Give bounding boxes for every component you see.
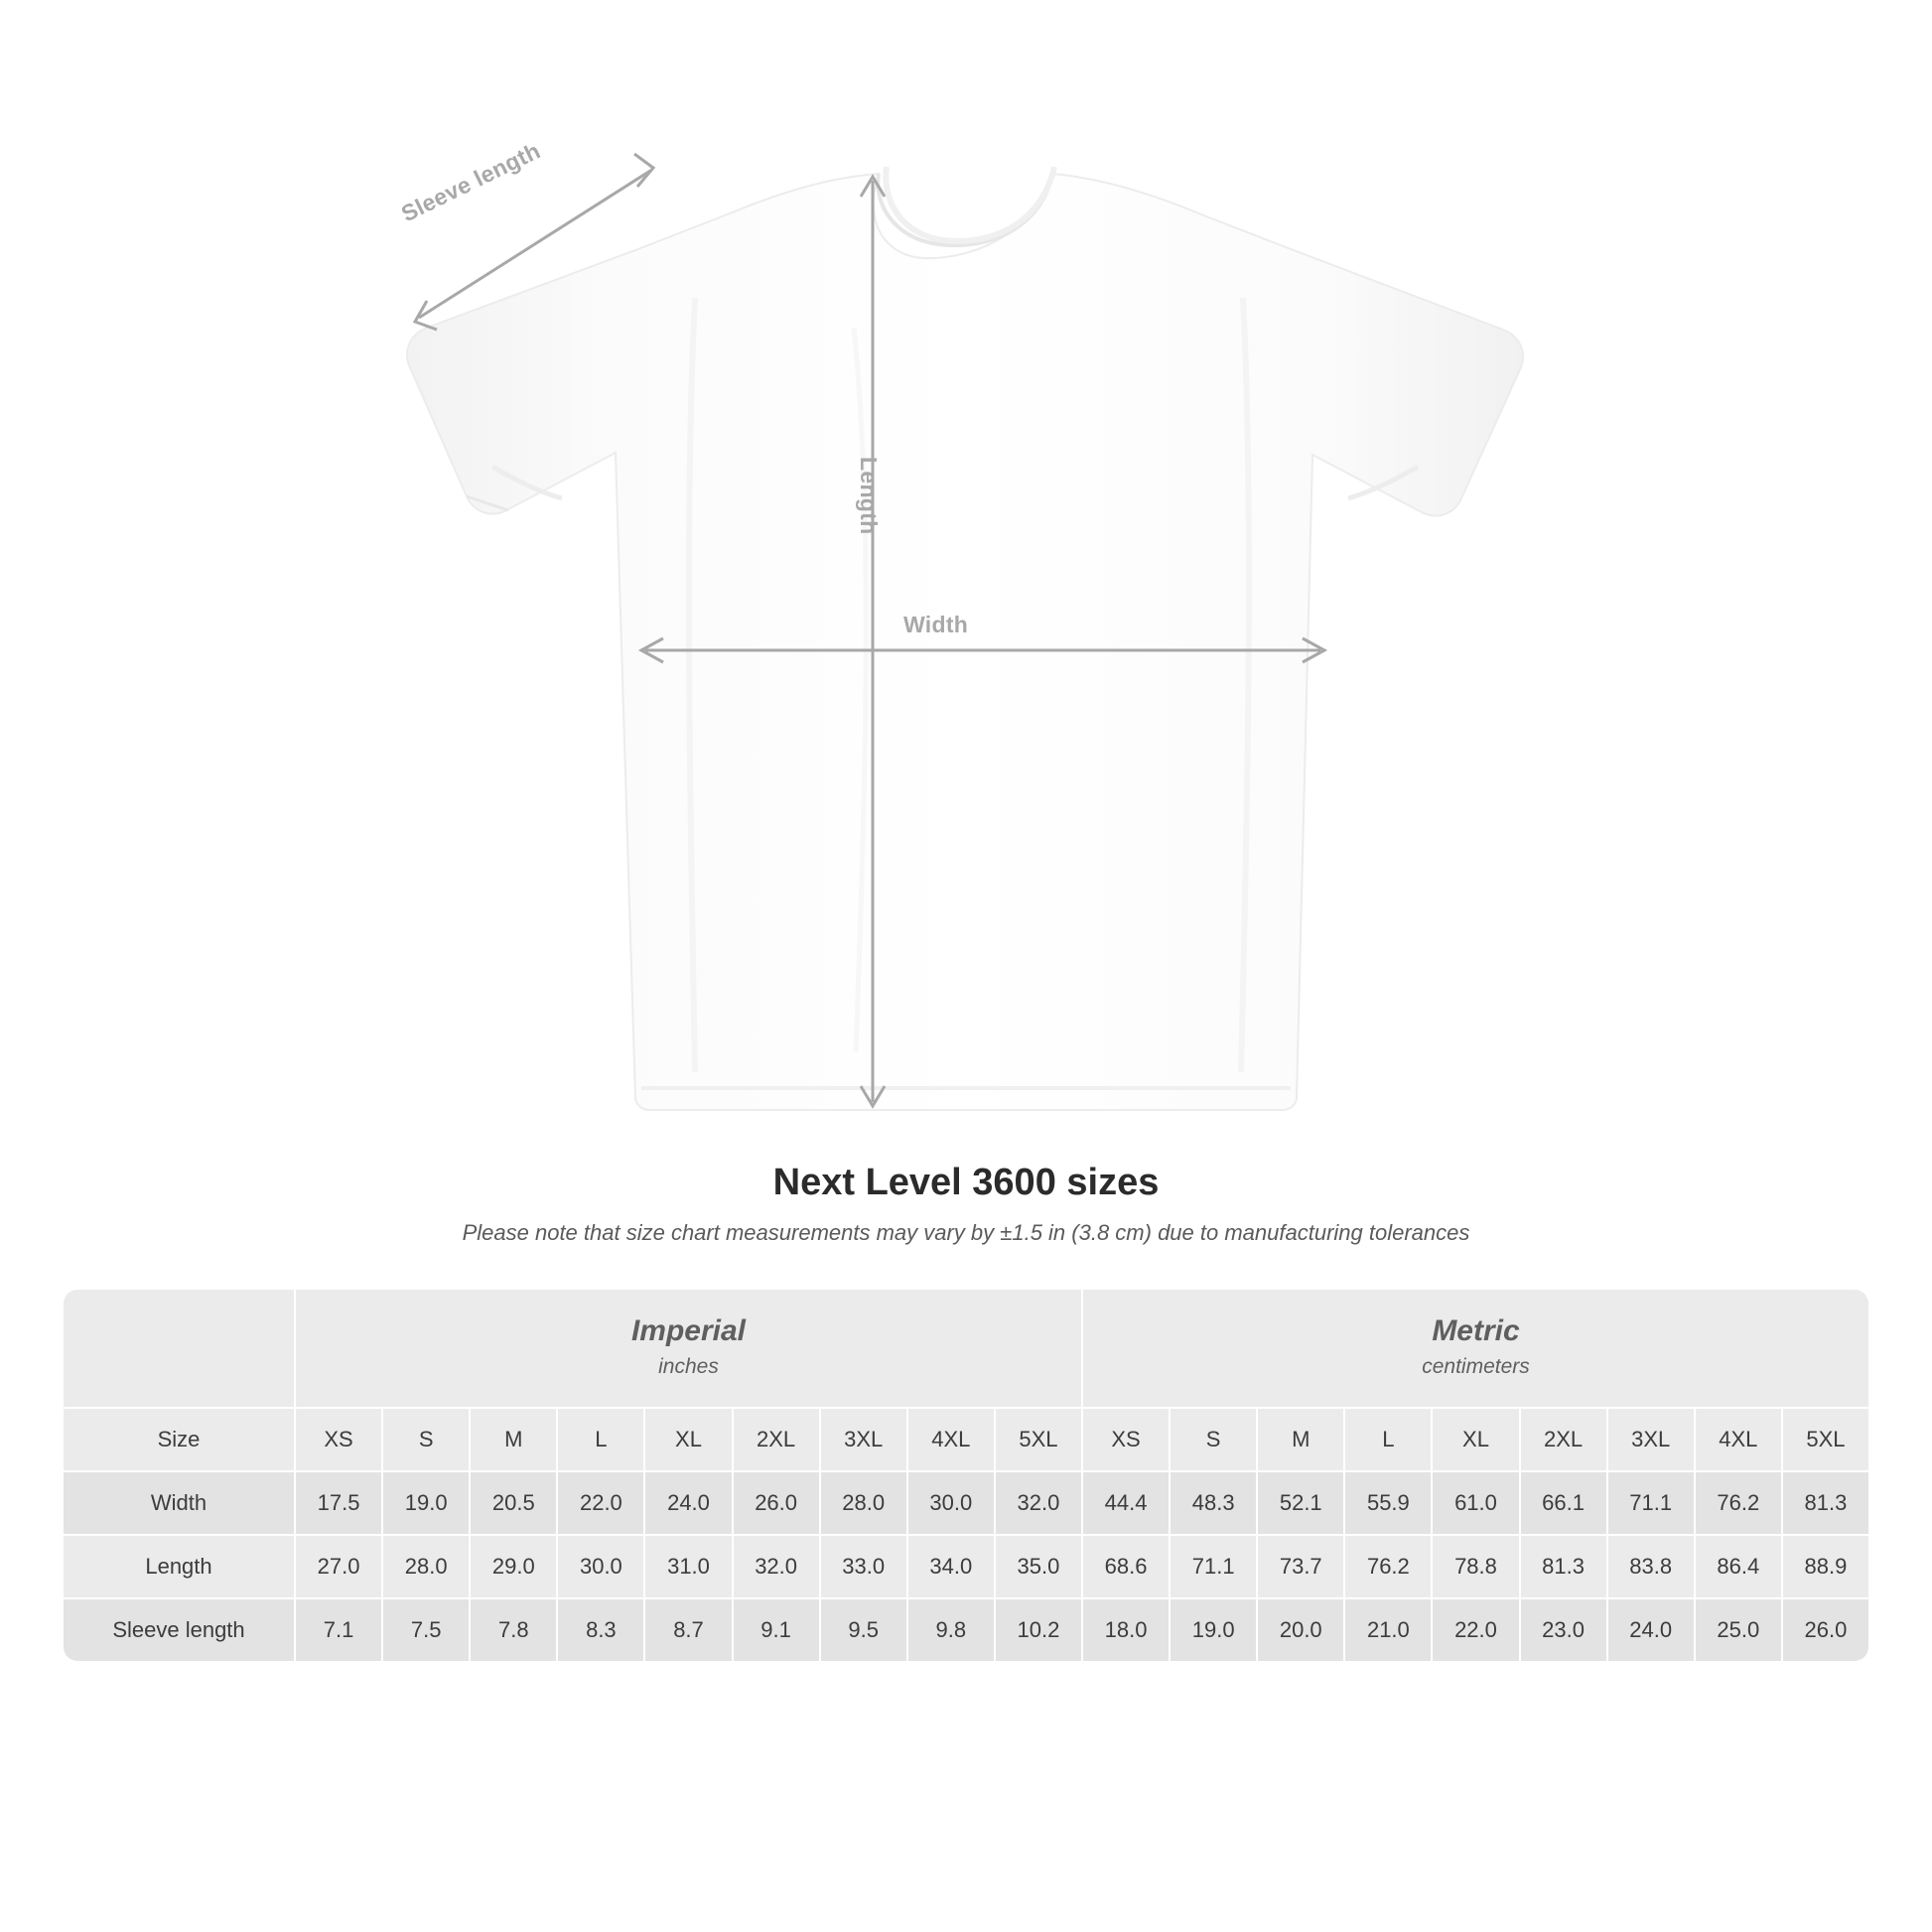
column-header: S <box>1171 1409 1256 1470</box>
cell-width: 81.3 <box>1783 1472 1868 1534</box>
row-label-width: Width <box>64 1472 294 1534</box>
tolerance-note: Please note that size chart measurements may vary by ±1.5 in (3.8 cm) due to manufacturing tolerances <box>462 1220 1470 1245</box>
cell-sleeve-length: 9.5 <box>821 1599 906 1661</box>
column-header: 2XL <box>734 1409 819 1470</box>
cell-sleeve-length: 19.0 <box>1171 1599 1256 1661</box>
size-row-label: Size <box>64 1409 294 1470</box>
cell-width: 28.0 <box>821 1472 906 1534</box>
cell-sleeve-length: 18.0 <box>1083 1599 1169 1661</box>
cell-length: 27.0 <box>296 1536 381 1597</box>
cell-length: 31.0 <box>645 1536 731 1597</box>
cell-length: 68.6 <box>1083 1536 1169 1597</box>
cell-sleeve-length: 9.8 <box>908 1599 994 1661</box>
metric-unit-header <box>1083 1290 1868 1407</box>
cell-length: 32.0 <box>734 1536 819 1597</box>
cell-width: 20.5 <box>471 1472 556 1534</box>
cell-length: 33.0 <box>821 1536 906 1597</box>
column-header: 5XL <box>1783 1409 1868 1470</box>
column-header: XL <box>1433 1409 1518 1470</box>
cell-width: 22.0 <box>558 1472 643 1534</box>
table-corner-cell <box>64 1290 294 1407</box>
cell-sleeve-length: 8.3 <box>558 1599 643 1661</box>
row-label-sleeve-length: Sleeve length <box>64 1599 294 1661</box>
metric-unit-name: Metric <box>1432 1314 1520 1348</box>
column-header: L <box>558 1409 643 1470</box>
cell-sleeve-length: 10.2 <box>996 1599 1081 1661</box>
column-header: XL <box>645 1409 731 1470</box>
column-header: M <box>471 1409 556 1470</box>
cell-length: 28.0 <box>383 1536 469 1597</box>
imperial-unit-name: Imperial <box>630 1314 747 1348</box>
size-header-row <box>64 1409 1868 1470</box>
cell-width: 71.1 <box>1608 1472 1694 1534</box>
cell-width: 32.0 <box>996 1472 1081 1534</box>
table-row <box>64 1536 1868 1597</box>
size-table <box>62 1288 1870 1663</box>
page-title: Next Level 3600 sizes <box>772 1162 1160 1203</box>
cell-width: 52.1 <box>1258 1472 1343 1534</box>
column-header: 3XL <box>1608 1409 1694 1470</box>
table-row <box>64 1472 1868 1534</box>
cell-sleeve-length: 20.0 <box>1258 1599 1343 1661</box>
column-header: 2XL <box>1521 1409 1606 1470</box>
cell-width: 55.9 <box>1345 1472 1431 1534</box>
cell-width: 30.0 <box>908 1472 994 1534</box>
column-header: M <box>1258 1409 1343 1470</box>
cell-sleeve-length: 7.8 <box>471 1599 556 1661</box>
cell-length: 86.4 <box>1696 1536 1781 1597</box>
cell-length: 30.0 <box>558 1536 643 1597</box>
sleeve-length-dimension-label: Sleeve length <box>397 137 545 227</box>
cell-width: 44.4 <box>1083 1472 1169 1534</box>
metric-unit-sub: centimeters <box>1422 1354 1530 1378</box>
cell-length: 76.2 <box>1345 1536 1431 1597</box>
cell-width: 19.0 <box>383 1472 469 1534</box>
cell-sleeve-length: 8.7 <box>645 1599 731 1661</box>
column-header: XS <box>296 1409 381 1470</box>
cell-length: 78.8 <box>1433 1536 1518 1597</box>
row-label-length: Length <box>64 1536 294 1597</box>
cell-sleeve-length: 21.0 <box>1345 1599 1431 1661</box>
cell-width: 26.0 <box>734 1472 819 1534</box>
table-row <box>64 1599 1868 1661</box>
cell-length: 34.0 <box>908 1536 994 1597</box>
cell-sleeve-length: 26.0 <box>1783 1599 1868 1661</box>
cell-sleeve-length: 23.0 <box>1521 1599 1606 1661</box>
cell-width: 17.5 <box>296 1472 381 1534</box>
cell-length: 35.0 <box>996 1536 1081 1597</box>
cell-length: 88.9 <box>1783 1536 1868 1597</box>
cell-length: 71.1 <box>1171 1536 1256 1597</box>
imperial-unit-sub: inches <box>658 1354 719 1378</box>
cell-sleeve-length: 24.0 <box>1608 1599 1694 1661</box>
cell-sleeve-length: 22.0 <box>1433 1599 1518 1661</box>
column-header: XS <box>1083 1409 1169 1470</box>
size-table-wrapper <box>62 1288 1870 1663</box>
cell-length: 29.0 <box>471 1536 556 1597</box>
cell-length: 81.3 <box>1521 1536 1606 1597</box>
cell-width: 48.3 <box>1171 1472 1256 1534</box>
cell-sleeve-length: 25.0 <box>1696 1599 1781 1661</box>
imperial-unit-header <box>296 1290 1081 1407</box>
cell-length: 73.7 <box>1258 1536 1343 1597</box>
cell-length: 83.8 <box>1608 1536 1694 1597</box>
cell-sleeve-length: 7.5 <box>383 1599 469 1661</box>
column-header: 4XL <box>1696 1409 1781 1470</box>
column-header: 5XL <box>996 1409 1081 1470</box>
cell-sleeve-length: 7.1 <box>296 1599 381 1661</box>
width-dimension-label: Width <box>903 612 969 637</box>
length-dimension-label: Length <box>856 457 882 535</box>
column-header: 3XL <box>821 1409 906 1470</box>
cell-width: 66.1 <box>1521 1472 1606 1534</box>
cell-width: 76.2 <box>1696 1472 1781 1534</box>
title-block <box>0 1162 1932 1246</box>
column-header: S <box>383 1409 469 1470</box>
cell-sleeve-length: 9.1 <box>734 1599 819 1661</box>
column-header: 4XL <box>908 1409 994 1470</box>
unit-header-row <box>64 1290 1868 1407</box>
cell-width: 61.0 <box>1433 1472 1518 1534</box>
column-header: L <box>1345 1409 1431 1470</box>
cell-width: 24.0 <box>645 1472 731 1534</box>
